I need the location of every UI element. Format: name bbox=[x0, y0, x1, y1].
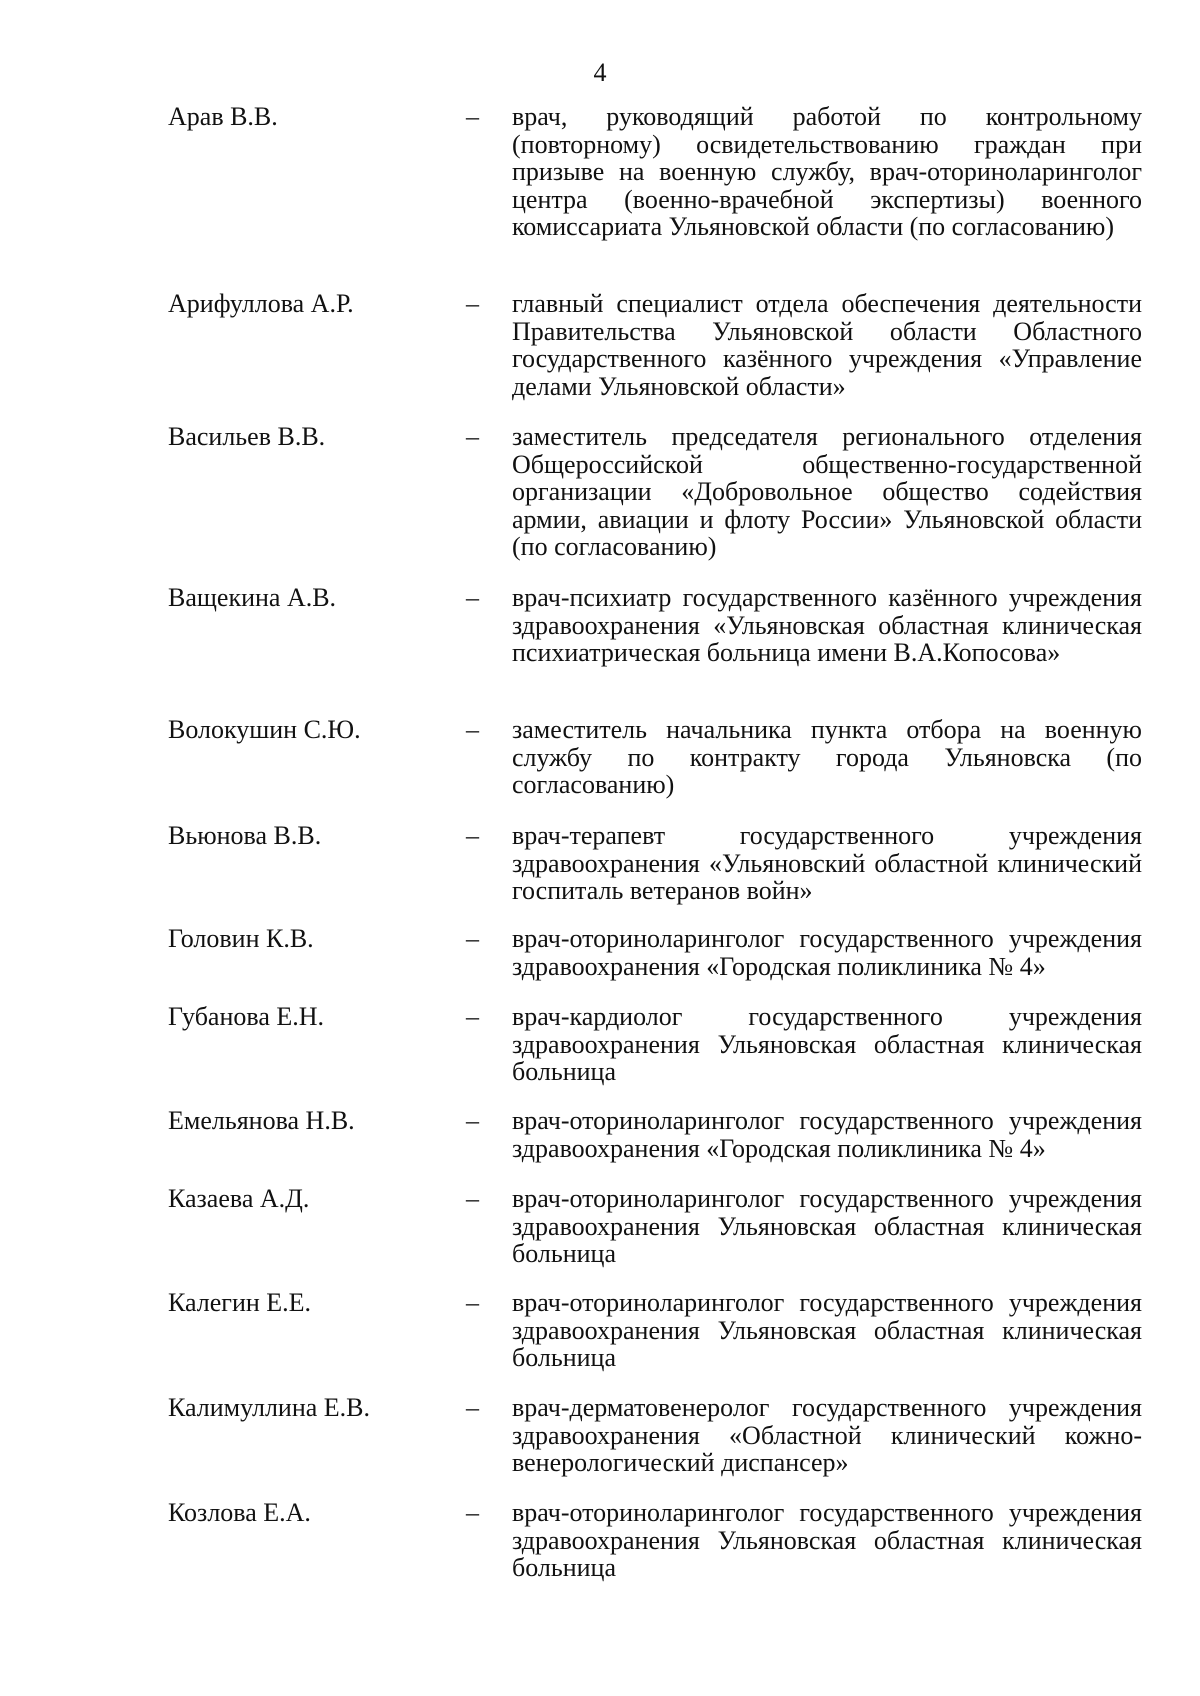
member-name: Ващекина А.В. bbox=[168, 583, 337, 612]
dash-separator: – bbox=[466, 583, 479, 612]
member-name: Калимуллина Е.В. bbox=[168, 1393, 371, 1422]
member-name: Вьюнова В.В. bbox=[168, 821, 322, 850]
member-name: Арав В.В. bbox=[168, 102, 278, 131]
member-name: Головин К.В. bbox=[168, 924, 314, 953]
dash-separator: – bbox=[466, 422, 479, 451]
dash-separator: – bbox=[466, 1498, 479, 1527]
member-name: Волокушин С.Ю. bbox=[168, 715, 361, 744]
dash-separator: – bbox=[466, 715, 479, 744]
dash-separator: – bbox=[466, 1184, 479, 1213]
member-position: врач-оториноларинголог государственного учреждения здравоохранения Ульяновская областная клиническая больница bbox=[512, 1184, 1142, 1268]
member-position: врач-оториноларинголог государственного учреждения здравоохранения «Городская поликлиника № 4» bbox=[512, 924, 1142, 981]
dash-separator: – bbox=[466, 924, 479, 953]
page-number: 4 bbox=[593, 58, 607, 87]
member-name: Арифуллова А.Р. bbox=[168, 289, 354, 318]
dash-separator: – bbox=[466, 1288, 479, 1317]
member-name: Емельянова Н.В. bbox=[168, 1106, 355, 1135]
member-position: врач-оториноларинголог государственного учреждения здравоохранения Ульяновская областная клиническая больница bbox=[512, 1498, 1142, 1582]
dash-separator: – bbox=[466, 102, 479, 131]
dash-separator: – bbox=[466, 821, 479, 850]
dash-separator: – bbox=[466, 289, 479, 318]
dash-separator: – bbox=[466, 1106, 479, 1135]
member-position: врач-психиатр государственного казённого учреждения здравоохранения «Ульяновская областная клиническая психиатрическая больница имени В.А.Копосова» bbox=[512, 583, 1142, 667]
member-position: врач-дерматовенеролог государственного учреждения здравоохранения «Областной клинический кожно-венерологический диспансер» bbox=[512, 1393, 1142, 1477]
member-name: Васильев В.В. bbox=[168, 422, 326, 451]
member-position: заместитель председателя регионального отделения Общероссийской общественно-государственной организации «Добровольное общество содействия армии, авиации и флоту России» Ульяновской области (по согласованию) bbox=[512, 422, 1142, 561]
dash-separator: – bbox=[466, 1002, 479, 1031]
member-name: Козлова Е.А. bbox=[168, 1498, 311, 1527]
member-position: врач-кардиолог государственного учреждения здравоохранения Ульяновская областная клиническая больница bbox=[512, 1002, 1142, 1086]
member-position: заместитель начальника пункта отбора на военную службу по контракту города Ульяновска (по согласованию) bbox=[512, 715, 1142, 799]
member-name: Губанова Е.Н. bbox=[168, 1002, 325, 1031]
member-position: главный специалист отдела обеспечения деятельности Правительства Ульяновской области Областного государственного казённого учреждения «Управление делами Ульяновской области» bbox=[512, 289, 1142, 401]
member-position: врач-оториноларинголог государственного учреждения здравоохранения «Городская поликлиника № 4» bbox=[512, 1106, 1142, 1163]
dash-separator: – bbox=[466, 1393, 479, 1422]
member-position: врач-оториноларинголог государственного учреждения здравоохранения Ульяновская областная клиническая больница bbox=[512, 1288, 1142, 1372]
member-name: Калегин Е.Е. bbox=[168, 1288, 312, 1317]
member-position: врач-терапевт государственного учреждения здравоохранения «Ульяновский областной клинический госпиталь ветеранов войн» bbox=[512, 821, 1142, 905]
member-position: врач, руководящий работой по контрольному (повторному) освидетельствованию граждан при призыве на военную службу, врач-оториноларинголог центра (военно-врачебной экспертизы) военного комиссариата Ульяновской области (по согласованию) bbox=[512, 102, 1142, 241]
member-name: Казаева А.Д. bbox=[168, 1184, 310, 1213]
